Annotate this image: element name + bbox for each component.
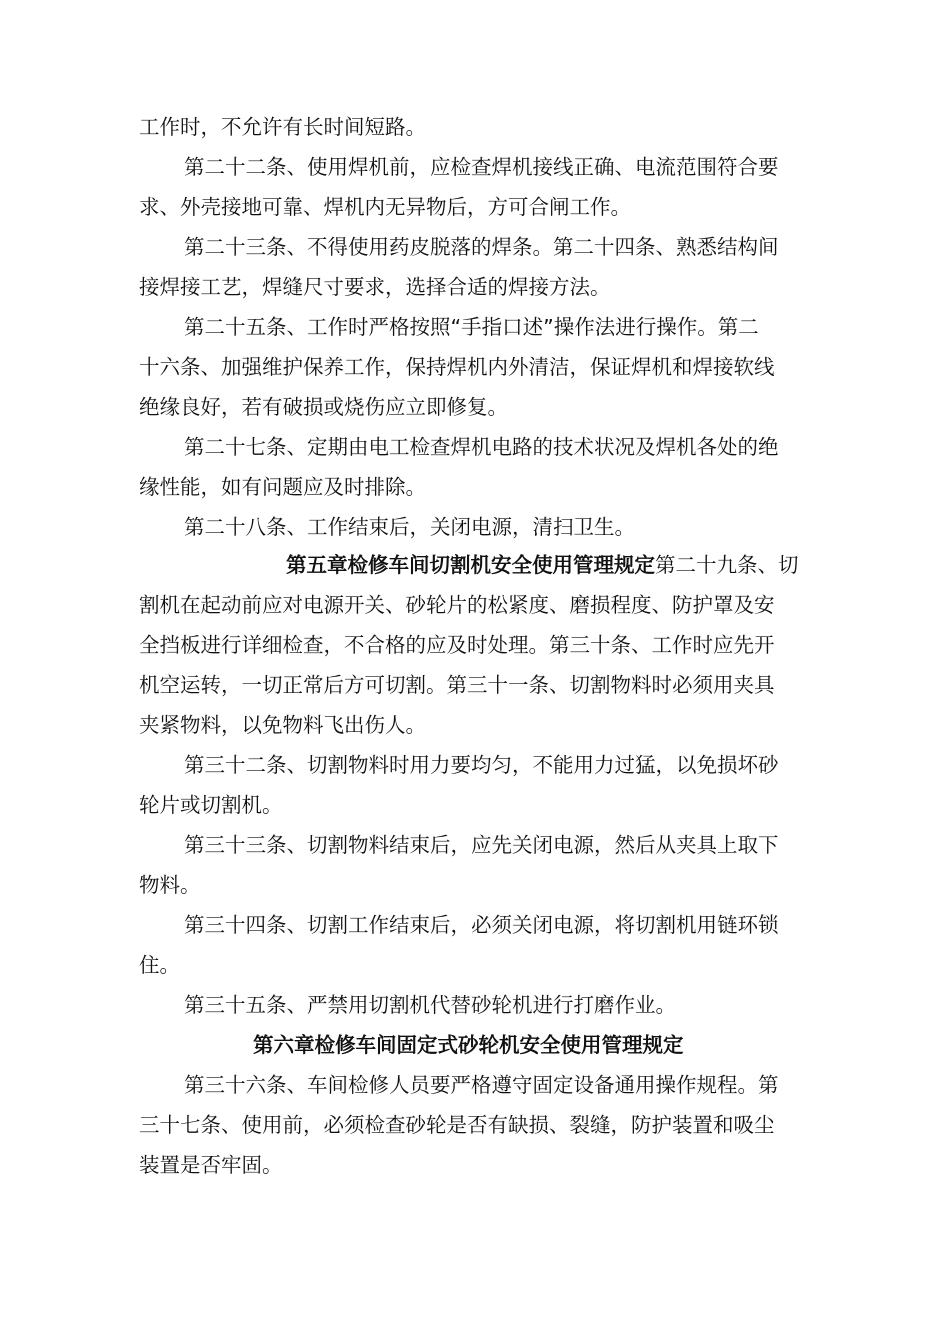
text-line: 机空运转，一切正常后方可切割。第三十一条、切割物料时必须用夹具: [139, 673, 775, 697]
text-line: 三十七条、使用前，必须检查砂轮是否有缺损、裂缝，防护装置和吸尘: [139, 1113, 775, 1137]
text-line: 十六条、加强维护保养工作，保持焊机内外清洁，保证焊机和焊接软线: [139, 355, 775, 379]
text-line: 求、外壳接地可靠、焊机内无异物后，方可合闸工作。: [139, 195, 631, 219]
text-line: 第三十四条、切割工作结束后，必须关闭电源，将切割机用链环锁: [184, 913, 779, 937]
text-line: 割机在起动前应对电源开关、砂轮片的松紧度、磨损程度、防护罩及安: [139, 593, 775, 617]
text-line: 绝缘良好，若有破损或烧伤应立即修复。: [139, 395, 508, 419]
text-line: 第三十六条、车间检修人员要严格遵守固定设备通用操作规程。第: [184, 1073, 779, 1097]
text-line: 第二十五条、工作时严格按照“手指口述”操作法进行操作。第二: [184, 315, 759, 339]
chapter-6-heading: 第六章检修车间固定式砂轮机安全使用管理规定: [253, 1033, 684, 1057]
text-line: 第二十八条、工作结束后，关闭电源，清扫卫生。: [184, 515, 635, 539]
text-line: 第三十二条、切割物料时用力要均匀，不能用力过猛，以免损坏砂: [184, 753, 779, 777]
text-line: 夹紧物料，以免物料飞出伤人。: [139, 713, 426, 737]
text-line: 轮片或切割机。: [139, 793, 283, 817]
text-line: 物料。: [139, 873, 201, 897]
text-line: 接焊接工艺，焊缝尺寸要求，选择合适的焊接方法。: [139, 275, 611, 299]
text-line: 第二十七条、定期由电工检查焊机电路的技术状况及焊机各处的绝: [184, 435, 779, 459]
text-line: 住。: [139, 953, 180, 977]
chapter-heading-line: [286, 552, 799, 578]
text-line: 第二十三条、不得使用药皮脱落的焊条。第二十四条、熟悉结构间: [184, 235, 779, 259]
text-line: 全挡板进行详细检查，不合格的应及时处理。第三十条、工作时应先开: [139, 633, 775, 657]
text-line: 第二十二条、使用焊机前，应检查焊机接线正确、电流范围符合要: [184, 155, 779, 179]
text-line: 第三十五条、严禁用切割机代替砂轮机进行打磨作业。: [184, 993, 676, 1017]
text-line: 装置是否牢固。: [139, 1153, 283, 1177]
chapter-5-heading: 第五章检修车间切割机安全使用管理规定: [286, 553, 655, 577]
text-line: 缘性能，如有问题应及时排除。: [139, 475, 426, 499]
text-line: 工作时，不允许有长时间短路。: [139, 115, 426, 139]
text-line: 第三十三条、切割物料结束后，应先关闭电源，然后从夹具上取下: [184, 833, 779, 857]
text-run: 第二十九条、切: [655, 553, 799, 577]
